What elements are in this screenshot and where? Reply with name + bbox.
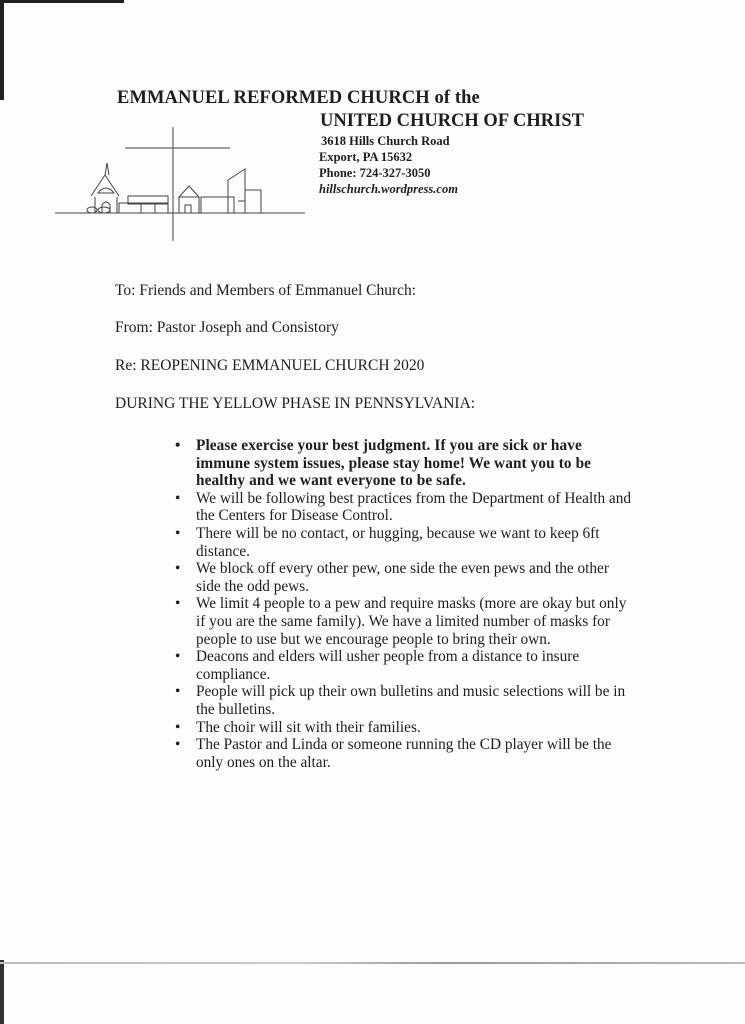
scan-edge-left-bottom — [0, 960, 4, 1024]
scan-edge-bottom — [0, 962, 745, 964]
memo-subject: Re: REOPENING EMMANUEL CHURCH 2020 — [115, 357, 425, 374]
list-item: • Deacons and elders will usher people from a distance to insure compliance. — [175, 648, 635, 683]
list-item: • People will pick up their own bulletins and music selections will be in the bulletins. — [175, 683, 635, 718]
list-item: • We will be following best practices from the Department of Health and the Centers for Disease Control. — [175, 490, 635, 525]
street-address: 3618 Hills Church Road — [321, 134, 450, 148]
memo-heading: DURING THE YELLOW PHASE IN PENNSYLVANIA: — [115, 395, 476, 412]
guidelines-list — [175, 437, 635, 771]
list-item: • We limit 4 people to a pew and require masks (more are okay but only if you are the same family). We have a limited number of masks for people to use but we encourage people to bring their own. — [175, 595, 635, 648]
list-item: • We block off every other pew, one side the even pews and the other side the odd pews. — [175, 560, 635, 595]
phone: Phone: 724-327-3050 — [319, 166, 431, 180]
scan-edge-top — [0, 0, 124, 3]
list-item: • There will be no contact, or hugging, because we want to keep 6ft distance. — [175, 525, 635, 560]
website-link[interactable]: hillschurch.wordpress.com — [319, 182, 458, 196]
memo-to: To: Friends and Members of Emmanuel Church: — [115, 282, 417, 299]
list-item: • The choir will sit with their families. — [175, 719, 635, 737]
denomination: UNITED CHURCH OF CHRIST — [320, 111, 584, 131]
list-item: • Please exercise your best judgment. If you are sick or have immune system issues, please stay home! We want you to be healthy and we want everyone to be safe. — [175, 437, 635, 490]
scan-edge-left — [0, 0, 4, 100]
church-name: EMMANUEL REFORMED CHURCH of the — [117, 88, 480, 108]
memo-from: From: Pastor Joseph and Consistory — [115, 319, 339, 336]
list-item: • The Pastor and Linda or someone running the CD player will be the only ones on the altar. — [175, 736, 635, 771]
contact-block — [319, 133, 458, 197]
city-state-zip: Export, PA 15632 — [319, 150, 413, 164]
church-logo-icon — [55, 125, 315, 245]
